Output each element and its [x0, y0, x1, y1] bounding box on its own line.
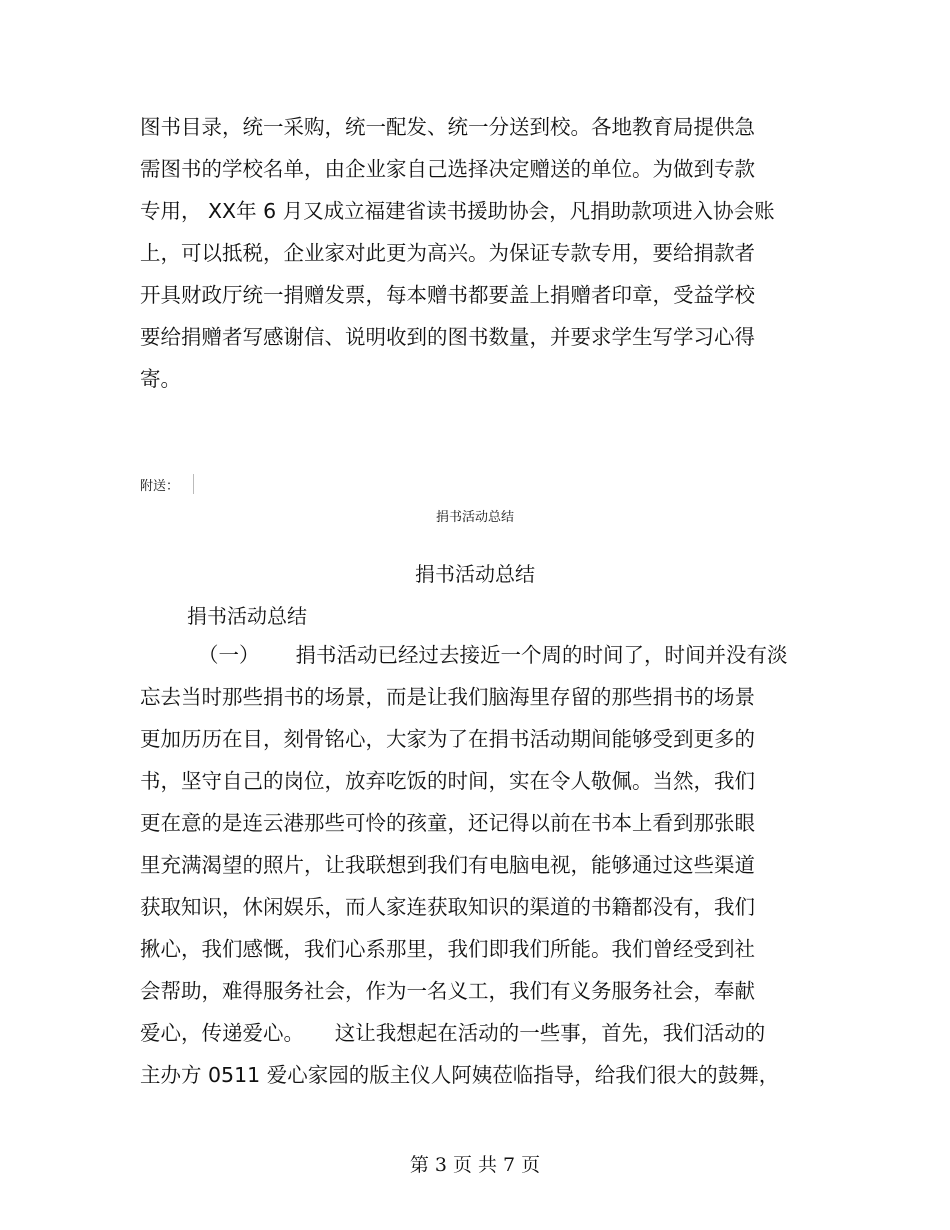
- attachment-title: 捐书活动总结: [435, 510, 514, 525]
- document-title: 捐书活动总结: [415, 562, 535, 586]
- paragraph-2-line: 获取知识，休闲娱乐，而人家连获取知识的渠道的书籍都没有，我们: [140, 895, 755, 919]
- paragraph-1: [140, 106, 780, 400]
- paragraph-1-line: 上，可以抵税，企业家对此更为高兴。为保证专款专用，要给捐款者: [140, 241, 755, 265]
- paragraph-1-line: 开具财政厅统一捐赠发票，每本赠书都要盖上捐赠者印章，受益学校: [140, 283, 755, 307]
- paragraph-1-line: 要给捐赠者写感谢信、说明收到的图书数量，并要求学生写学习心得: [140, 325, 755, 349]
- paragraph-2-line: 忘去当时那些捐书的场景，而是让我们脑海里存留的那些捐书的场景: [140, 685, 755, 709]
- paragraph-2: [140, 676, 780, 1096]
- paragraph-1-line: 专用， XX年 6 月又成立福建省读书援助协会，凡捐助款项进入协会账: [140, 199, 775, 223]
- paragraph-2-line: 书，坚守自己的岗位，放弃吃饭的时间，实在令人敬佩。当然，我们: [140, 769, 755, 793]
- paragraph-1-line: 图书目录，统一采购，统一配发、统一分送到校。各地教育局提供急: [140, 115, 755, 139]
- paragraph-2-line: 揪心，我们感慨，我们心系那里，我们即我们所能。我们曾经受到社: [140, 937, 755, 961]
- attachment-label: 附送：: [140, 478, 180, 494]
- paragraph-2-line: 会帮助，难得服务社会，作为一名义工，我们有义务服务社会，奉献: [140, 979, 755, 1003]
- paragraph-2-line: 更在意的是连云港那些可怜的孩童，还记得以前在书本上看到那张眼: [140, 811, 755, 835]
- paragraph-2-line: 爱心，传递爱心。 这让我想起在活动的一些事，首先，我们活动的: [140, 1021, 766, 1045]
- section-subheading: 捐书活动总结: [187, 604, 307, 628]
- page-footer: 第 3 页 共 7 页: [409, 1154, 541, 1176]
- attachment-row: [140, 472, 194, 496]
- paragraph-2-line: 里充满渴望的照片，让我联想到我们有电脑电视，能够通过这些渠道: [140, 853, 755, 877]
- attachment-divider: [193, 474, 194, 494]
- paragraph-2-line: 更加历历在目，刻骨铭心，大家为了在捐书活动期间能够受到更多的: [140, 727, 755, 751]
- section-marker: （一）: [198, 643, 260, 667]
- paragraph-1-line: 需图书的学校名单，由企业家自己选择决定赠送的单位。为做到专款: [140, 157, 755, 181]
- paragraph-1-line: 寄。: [140, 367, 181, 391]
- paragraph-2-first-text: 捐书活动已经过去接近一个周的时间了，时间并没有淡: [295, 643, 788, 667]
- paragraph-2-first-line: [198, 634, 788, 676]
- paragraph-2-line: 主办方 0511 爱心家园的版主仪人阿姨莅临指导，给我们很大的鼓舞，: [140, 1063, 780, 1087]
